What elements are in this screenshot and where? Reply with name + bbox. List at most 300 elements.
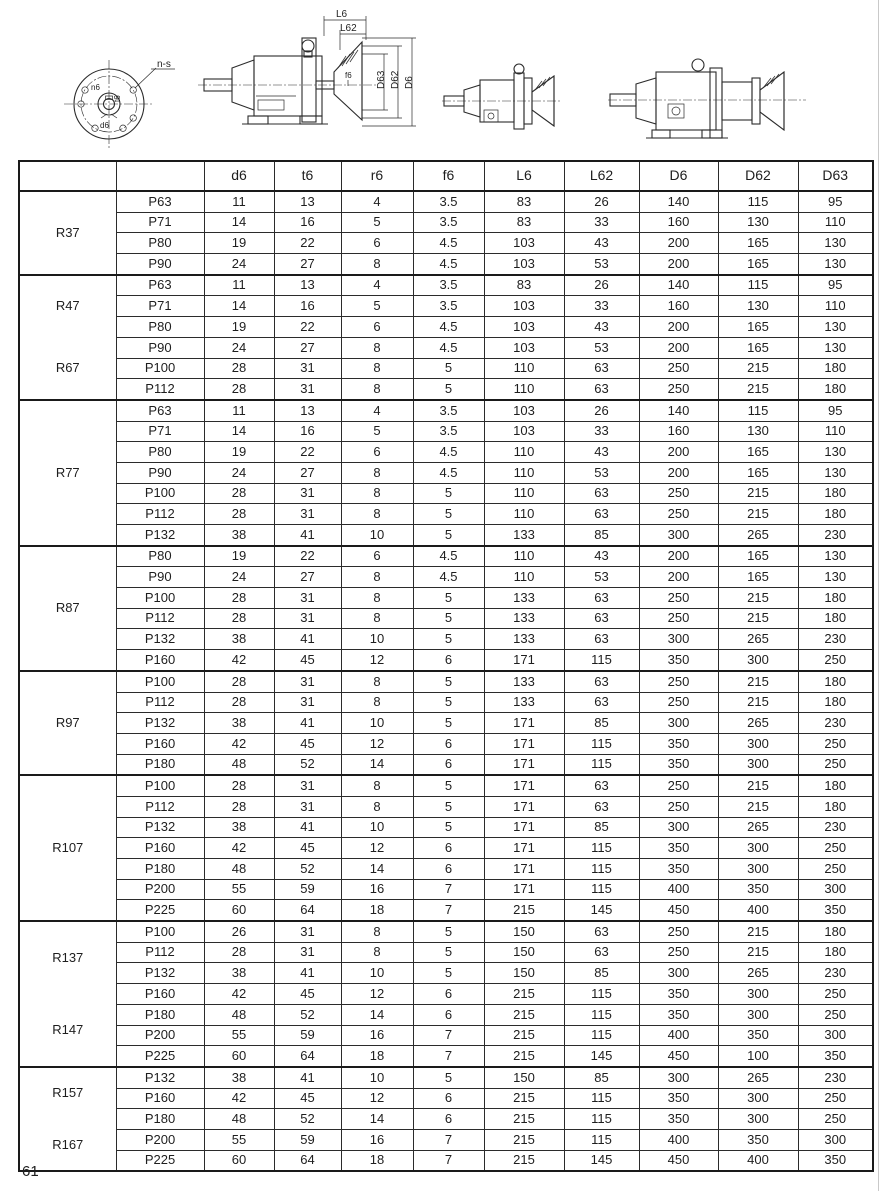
column-header [116,161,204,191]
dimension-value-cell: 8 [341,462,413,483]
dimension-value-cell: 31 [274,796,341,817]
dimension-value-cell: 180 [798,379,873,400]
column-header: t6 [274,161,341,191]
dimension-value-cell: 350 [639,984,718,1005]
dimension-value-cell: 110 [484,442,564,463]
dimension-value-cell: 45 [274,984,341,1005]
dimension-value-cell: 7 [413,879,484,900]
table-row [19,212,873,233]
dimension-value-cell: 59 [274,1129,341,1150]
dimension-value-cell: 150 [484,963,564,984]
dimension-value-cell: 4.5 [413,567,484,588]
dimension-value-cell: 250 [798,1109,873,1130]
dimension-value-cell: 63 [564,671,639,692]
dimension-value-cell: 31 [274,588,341,609]
series-group-cell [19,400,116,546]
motor-size-cell: P80 [116,317,204,338]
motor-size-cell: P160 [116,1088,204,1109]
dimension-value-cell: 200 [639,233,718,254]
dimension-value-cell: 110 [484,379,564,400]
series-group-cell [19,191,116,275]
dimension-value-cell: 95 [798,400,873,421]
dimension-value-cell: 63 [564,629,639,650]
dimension-value-cell: 24 [204,462,274,483]
motor-size-cell: P80 [116,546,204,567]
table-row [19,921,873,942]
dimension-value-cell: 130 [798,442,873,463]
motor-size-cell: P71 [116,421,204,442]
dimension-value-cell: 300 [718,838,798,859]
dimension-value-cell: 63 [564,942,639,963]
dimension-value-cell: 300 [718,859,798,880]
dimension-value-cell: 41 [274,1067,341,1088]
dimension-value-cell: 52 [274,859,341,880]
dimension-value-cell: 180 [798,671,873,692]
motor-size-cell: P90 [116,337,204,358]
series-group-cell [19,775,116,921]
dimension-value-cell: 250 [639,775,718,796]
dimension-value-cell: 85 [564,963,639,984]
motor-size-cell: P132 [116,1067,204,1088]
dimension-value-cell: 250 [639,588,718,609]
dimension-value-cell: 130 [718,421,798,442]
dimension-value-cell: 22 [274,546,341,567]
dimension-value-cell: 95 [798,275,873,296]
dimension-value-cell: 5 [413,942,484,963]
dimension-value-cell: 41 [274,713,341,734]
dimension-value-cell: 350 [639,733,718,754]
dimension-value-cell: 300 [718,1004,798,1025]
dimension-value-cell: 140 [639,191,718,212]
table-row [19,733,873,754]
dimension-value-cell: 171 [484,733,564,754]
dimension-value-cell: 400 [639,879,718,900]
dimension-value-cell: 41 [274,963,341,984]
dimension-value-cell: 8 [341,942,413,963]
dimension-value-cell: 300 [718,984,798,1005]
dimension-value-cell: 250 [798,1088,873,1109]
dimension-value-cell: 3.5 [413,191,484,212]
dimension-value-cell: 27 [274,462,341,483]
dimension-value-cell: 5 [341,212,413,233]
motor-size-cell: P63 [116,400,204,421]
dimension-value-cell: 300 [798,1025,873,1046]
dimension-value-cell: 6 [341,233,413,254]
dimension-value-cell: 265 [718,963,798,984]
dimension-value-cell: 26 [564,275,639,296]
motor-size-cell: P180 [116,859,204,880]
dimension-value-cell: 8 [341,504,413,525]
dimension-value-cell: 180 [798,608,873,629]
dimension-value-cell: 45 [274,650,341,671]
dimension-value-cell: 19 [204,442,274,463]
dimension-value-cell: 450 [639,1046,718,1067]
table-header-row [19,161,873,191]
dimension-value-cell: 265 [718,629,798,650]
dimension-value-cell: 31 [274,671,341,692]
dimension-value-cell: 22 [274,317,341,338]
dimension-value-cell: 63 [564,921,639,942]
table-row [19,754,873,775]
dimension-value-cell: 130 [798,317,873,338]
dimension-value-cell: 14 [341,1109,413,1130]
dimension-value-cell: 5 [413,921,484,942]
motor-size-cell: P63 [116,191,204,212]
dimension-value-cell: 16 [341,1129,413,1150]
dimension-value-cell: 130 [718,296,798,317]
dimension-value-cell: 38 [204,963,274,984]
dimension-value-cell: 33 [564,421,639,442]
dimension-value-cell: 38 [204,1067,274,1088]
dimension-value-cell: 133 [484,588,564,609]
dimension-value-cell: 52 [274,1004,341,1025]
series-group-cell [19,921,116,1067]
dimension-value-cell: 215 [484,1129,564,1150]
dimension-value-cell: 43 [564,317,639,338]
dim-label-D62: D62 [390,70,401,89]
dimension-value-cell: 200 [639,337,718,358]
table-row [19,296,873,317]
dimension-value-cell: 8 [341,796,413,817]
dimension-value-cell: 350 [639,1088,718,1109]
dimension-value-cell: 230 [798,1067,873,1088]
table-row [19,1046,873,1067]
dimension-value-cell: 8 [341,588,413,609]
dimension-value-cell: 7 [413,1129,484,1150]
table-row [19,817,873,838]
dimension-value-cell: 215 [718,608,798,629]
dimension-value-cell: 27 [274,337,341,358]
dimension-value-cell: 103 [484,317,564,338]
table-row [19,462,873,483]
table-row [19,838,873,859]
table-row [19,879,873,900]
side-view-dimension-drawing [196,6,440,158]
dimension-value-cell: 31 [274,775,341,796]
series-group-label: R167 [52,1136,84,1152]
dimension-value-cell: 215 [718,379,798,400]
dimension-value-cell: 115 [564,838,639,859]
dimension-value-cell: 18 [341,1150,413,1171]
dimension-value-cell: 31 [274,921,341,942]
dimension-value-cell: 250 [798,650,873,671]
series-group-label: R97 [55,714,80,730]
series-group-cell [19,275,116,400]
dimension-value-cell: 250 [798,733,873,754]
dimension-value-cell: 14 [341,754,413,775]
dimension-value-cell: 45 [274,1088,341,1109]
dimension-value-cell: 165 [718,233,798,254]
dimension-value-cell: 180 [798,796,873,817]
dimension-value-cell: 171 [484,879,564,900]
dimension-value-cell: 85 [564,525,639,546]
dimension-value-cell: 140 [639,275,718,296]
dimension-value-cell: 400 [718,900,798,921]
table-row [19,1109,873,1130]
motor-size-cell: P112 [116,379,204,400]
dimension-value-cell: 6 [413,1088,484,1109]
dimension-value-cell: 350 [798,1046,873,1067]
foot-mount-flange-view-drawing [606,40,812,158]
dimension-value-cell: 38 [204,817,274,838]
dimension-value-cell: 180 [798,588,873,609]
dimension-value-cell: 215 [484,1109,564,1130]
column-header: r6 [341,161,413,191]
dimension-value-cell: 230 [798,713,873,734]
dimension-value-cell: 215 [718,588,798,609]
dimension-value-cell: 11 [204,191,274,212]
page-number: 61 [22,1163,39,1180]
dimension-value-cell: 130 [798,254,873,275]
dimension-value-cell: 8 [341,775,413,796]
dimension-value-cell: 12 [341,650,413,671]
dimension-value-cell: 5 [413,483,484,504]
dimension-value-cell: 300 [718,1109,798,1130]
dimension-value-cell: 5 [413,671,484,692]
motor-size-cell: P132 [116,713,204,734]
dimension-value-cell: 450 [639,1150,718,1171]
dimension-value-cell: 145 [564,900,639,921]
dimension-value-cell: 13 [274,191,341,212]
dimension-value-cell: 133 [484,608,564,629]
table-row [19,567,873,588]
dimension-value-cell: 60 [204,900,274,921]
dimension-value-cell: 26 [204,921,274,942]
dimension-value-cell: 7 [413,1046,484,1067]
dimension-value-cell: 6 [341,442,413,463]
dimension-value-cell: 28 [204,671,274,692]
dimension-value-cell: 3.5 [413,400,484,421]
dimension-value-cell: 171 [484,754,564,775]
dimension-table-body [19,191,873,1171]
dimension-value-cell: 8 [341,337,413,358]
dimension-value-cell: 24 [204,254,274,275]
dimension-value-cell: 7 [413,1150,484,1171]
dimension-value-cell: 5 [413,963,484,984]
column-header: f6 [413,161,484,191]
dimension-value-cell: 215 [484,1046,564,1067]
dimension-value-cell: 115 [564,733,639,754]
dimension-value-cell: 3.5 [413,212,484,233]
dimension-value-cell: 8 [341,671,413,692]
dimension-value-cell: 5 [341,296,413,317]
table-row [19,588,873,609]
dimension-value-cell: 110 [798,296,873,317]
dimension-value-cell: 5 [413,379,484,400]
dimension-value-cell: 150 [484,1067,564,1088]
series-group-label: R107 [52,840,84,855]
dimension-value-cell: 171 [484,650,564,671]
motor-size-cell: P180 [116,1109,204,1130]
dimension-value-cell: 6 [341,317,413,338]
table-row [19,275,873,296]
dimension-value-cell: 165 [718,546,798,567]
dimension-value-cell: 38 [204,713,274,734]
table-row [19,337,873,358]
dimension-value-cell: 63 [564,775,639,796]
dimension-value-cell: 103 [484,233,564,254]
dimension-value-cell: 200 [639,442,718,463]
dimension-value-cell: 180 [798,483,873,504]
motor-size-cell: P71 [116,212,204,233]
dimension-value-cell: 4.5 [413,337,484,358]
dimension-value-cell: 300 [639,817,718,838]
technical-drawings [0,0,888,158]
dimension-value-cell: 4.5 [413,233,484,254]
dimension-value-cell: 110 [798,212,873,233]
motor-size-cell: P160 [116,733,204,754]
dimension-value-cell: 4 [341,275,413,296]
dimension-value-cell: 140 [639,400,718,421]
motor-size-cell: P100 [116,358,204,379]
dimension-value-cell: 300 [718,1088,798,1109]
dimension-value-cell: 130 [798,567,873,588]
dimension-value-cell: 28 [204,608,274,629]
dimension-value-cell: 350 [639,1109,718,1130]
dimension-value-cell: 230 [798,525,873,546]
dimension-value-cell: 10 [341,963,413,984]
dimension-value-cell: 63 [564,608,639,629]
dimension-value-cell: 14 [341,1004,413,1025]
dimension-value-cell: 250 [639,671,718,692]
dimension-value-cell: 350 [639,859,718,880]
dimension-value-cell: 130 [798,337,873,358]
dimension-value-cell: 5 [413,588,484,609]
dimension-value-cell: 48 [204,1004,274,1025]
dimension-value-cell: 6 [413,733,484,754]
dimension-value-cell: 31 [274,692,341,713]
dimension-value-cell: 300 [718,650,798,671]
dimension-value-cell: 8 [341,358,413,379]
dimension-value-cell: 26 [564,191,639,212]
dimension-value-cell: 230 [798,629,873,650]
table-row [19,650,873,671]
motor-size-cell: P225 [116,1046,204,1067]
dimension-value-cell: 200 [639,546,718,567]
dimension-value-cell: 215 [718,483,798,504]
table-row [19,692,873,713]
flange-mount-view-drawing [440,52,566,152]
dimension-value-cell: 250 [798,984,873,1005]
motor-size-cell: P132 [116,629,204,650]
dimension-value-cell: 5 [413,629,484,650]
dimension-value-cell: 8 [341,608,413,629]
dimension-value-cell: 115 [718,275,798,296]
motor-size-cell: P100 [116,483,204,504]
dimension-value-cell: 4 [341,400,413,421]
table-row [19,504,873,525]
dimension-value-cell: 41 [274,525,341,546]
dimension-value-cell: 215 [718,692,798,713]
dimension-value-cell: 400 [639,1025,718,1046]
flange-label-ns: n-s [157,59,171,70]
dimension-value-cell: 5 [413,358,484,379]
series-group-label: R77 [55,464,80,480]
dimension-value-cell: 180 [798,921,873,942]
dimension-value-cell: 6 [413,838,484,859]
dimension-value-cell: 115 [564,1004,639,1025]
dimension-value-cell: 145 [564,1046,639,1067]
dimension-value-cell: 215 [484,1004,564,1025]
dimension-value-cell: 300 [639,629,718,650]
dimension-value-cell: 42 [204,733,274,754]
dimension-value-cell: 45 [274,838,341,859]
dimension-value-cell: 215 [718,671,798,692]
dimension-value-cell: 115 [564,984,639,1005]
motor-size-cell: P132 [116,963,204,984]
dimension-value-cell: 250 [798,859,873,880]
dimension-value-cell: 165 [718,317,798,338]
dimension-value-cell: 38 [204,525,274,546]
dimension-value-cell: 28 [204,358,274,379]
dimension-value-cell: 133 [484,692,564,713]
dim-label-f6: f6 [345,71,352,80]
motor-size-cell: P112 [116,796,204,817]
dimension-value-cell: 5 [413,796,484,817]
dimension-value-cell: 115 [564,879,639,900]
flange-label-t6: t6 [113,95,122,102]
column-header: L6 [484,161,564,191]
dimension-value-cell: 103 [484,254,564,275]
dimension-value-cell: 115 [564,1088,639,1109]
motor-size-cell: P90 [116,462,204,483]
flange-label-d6: d6 [100,121,109,130]
dimension-value-cell: 450 [639,900,718,921]
dimension-value-cell: 19 [204,546,274,567]
table-row [19,1067,873,1088]
motor-size-cell: P100 [116,921,204,942]
motor-size-cell: P112 [116,942,204,963]
dimension-value-cell: 41 [274,629,341,650]
motor-size-cell: P100 [116,671,204,692]
table-row [19,984,873,1005]
dimension-value-cell: 110 [798,421,873,442]
dimension-value-cell: 6 [413,984,484,1005]
dimension-value-cell: 10 [341,1067,413,1088]
dimension-value-cell: 250 [639,692,718,713]
dimension-value-cell: 265 [718,713,798,734]
dimension-value-cell: 24 [204,567,274,588]
dimension-value-cell: 52 [274,754,341,775]
dimension-value-cell: 6 [413,859,484,880]
dimension-value-cell: 130 [798,462,873,483]
dimension-value-cell: 165 [718,442,798,463]
table-row [19,483,873,504]
table-row [19,1129,873,1150]
dimension-value-cell: 200 [639,462,718,483]
dimension-value-cell: 59 [274,879,341,900]
dimension-value-cell: 33 [564,296,639,317]
table-row [19,963,873,984]
dimension-value-cell: 250 [639,921,718,942]
dimension-value-cell: 31 [274,483,341,504]
dimension-value-cell: 250 [639,358,718,379]
dimension-value-cell: 130 [718,212,798,233]
motor-size-cell: P132 [116,525,204,546]
dimension-value-cell: 110 [484,462,564,483]
table-row [19,233,873,254]
dimension-value-cell: 31 [274,942,341,963]
motor-size-cell: P160 [116,650,204,671]
dimension-value-cell: 55 [204,1025,274,1046]
series-group-cell [19,1067,116,1171]
column-header [19,161,116,191]
dimension-value-cell: 350 [639,1004,718,1025]
dimension-value-cell: 31 [274,358,341,379]
motor-size-cell: P80 [116,233,204,254]
dimension-value-cell: 41 [274,817,341,838]
dimension-value-cell: 83 [484,275,564,296]
